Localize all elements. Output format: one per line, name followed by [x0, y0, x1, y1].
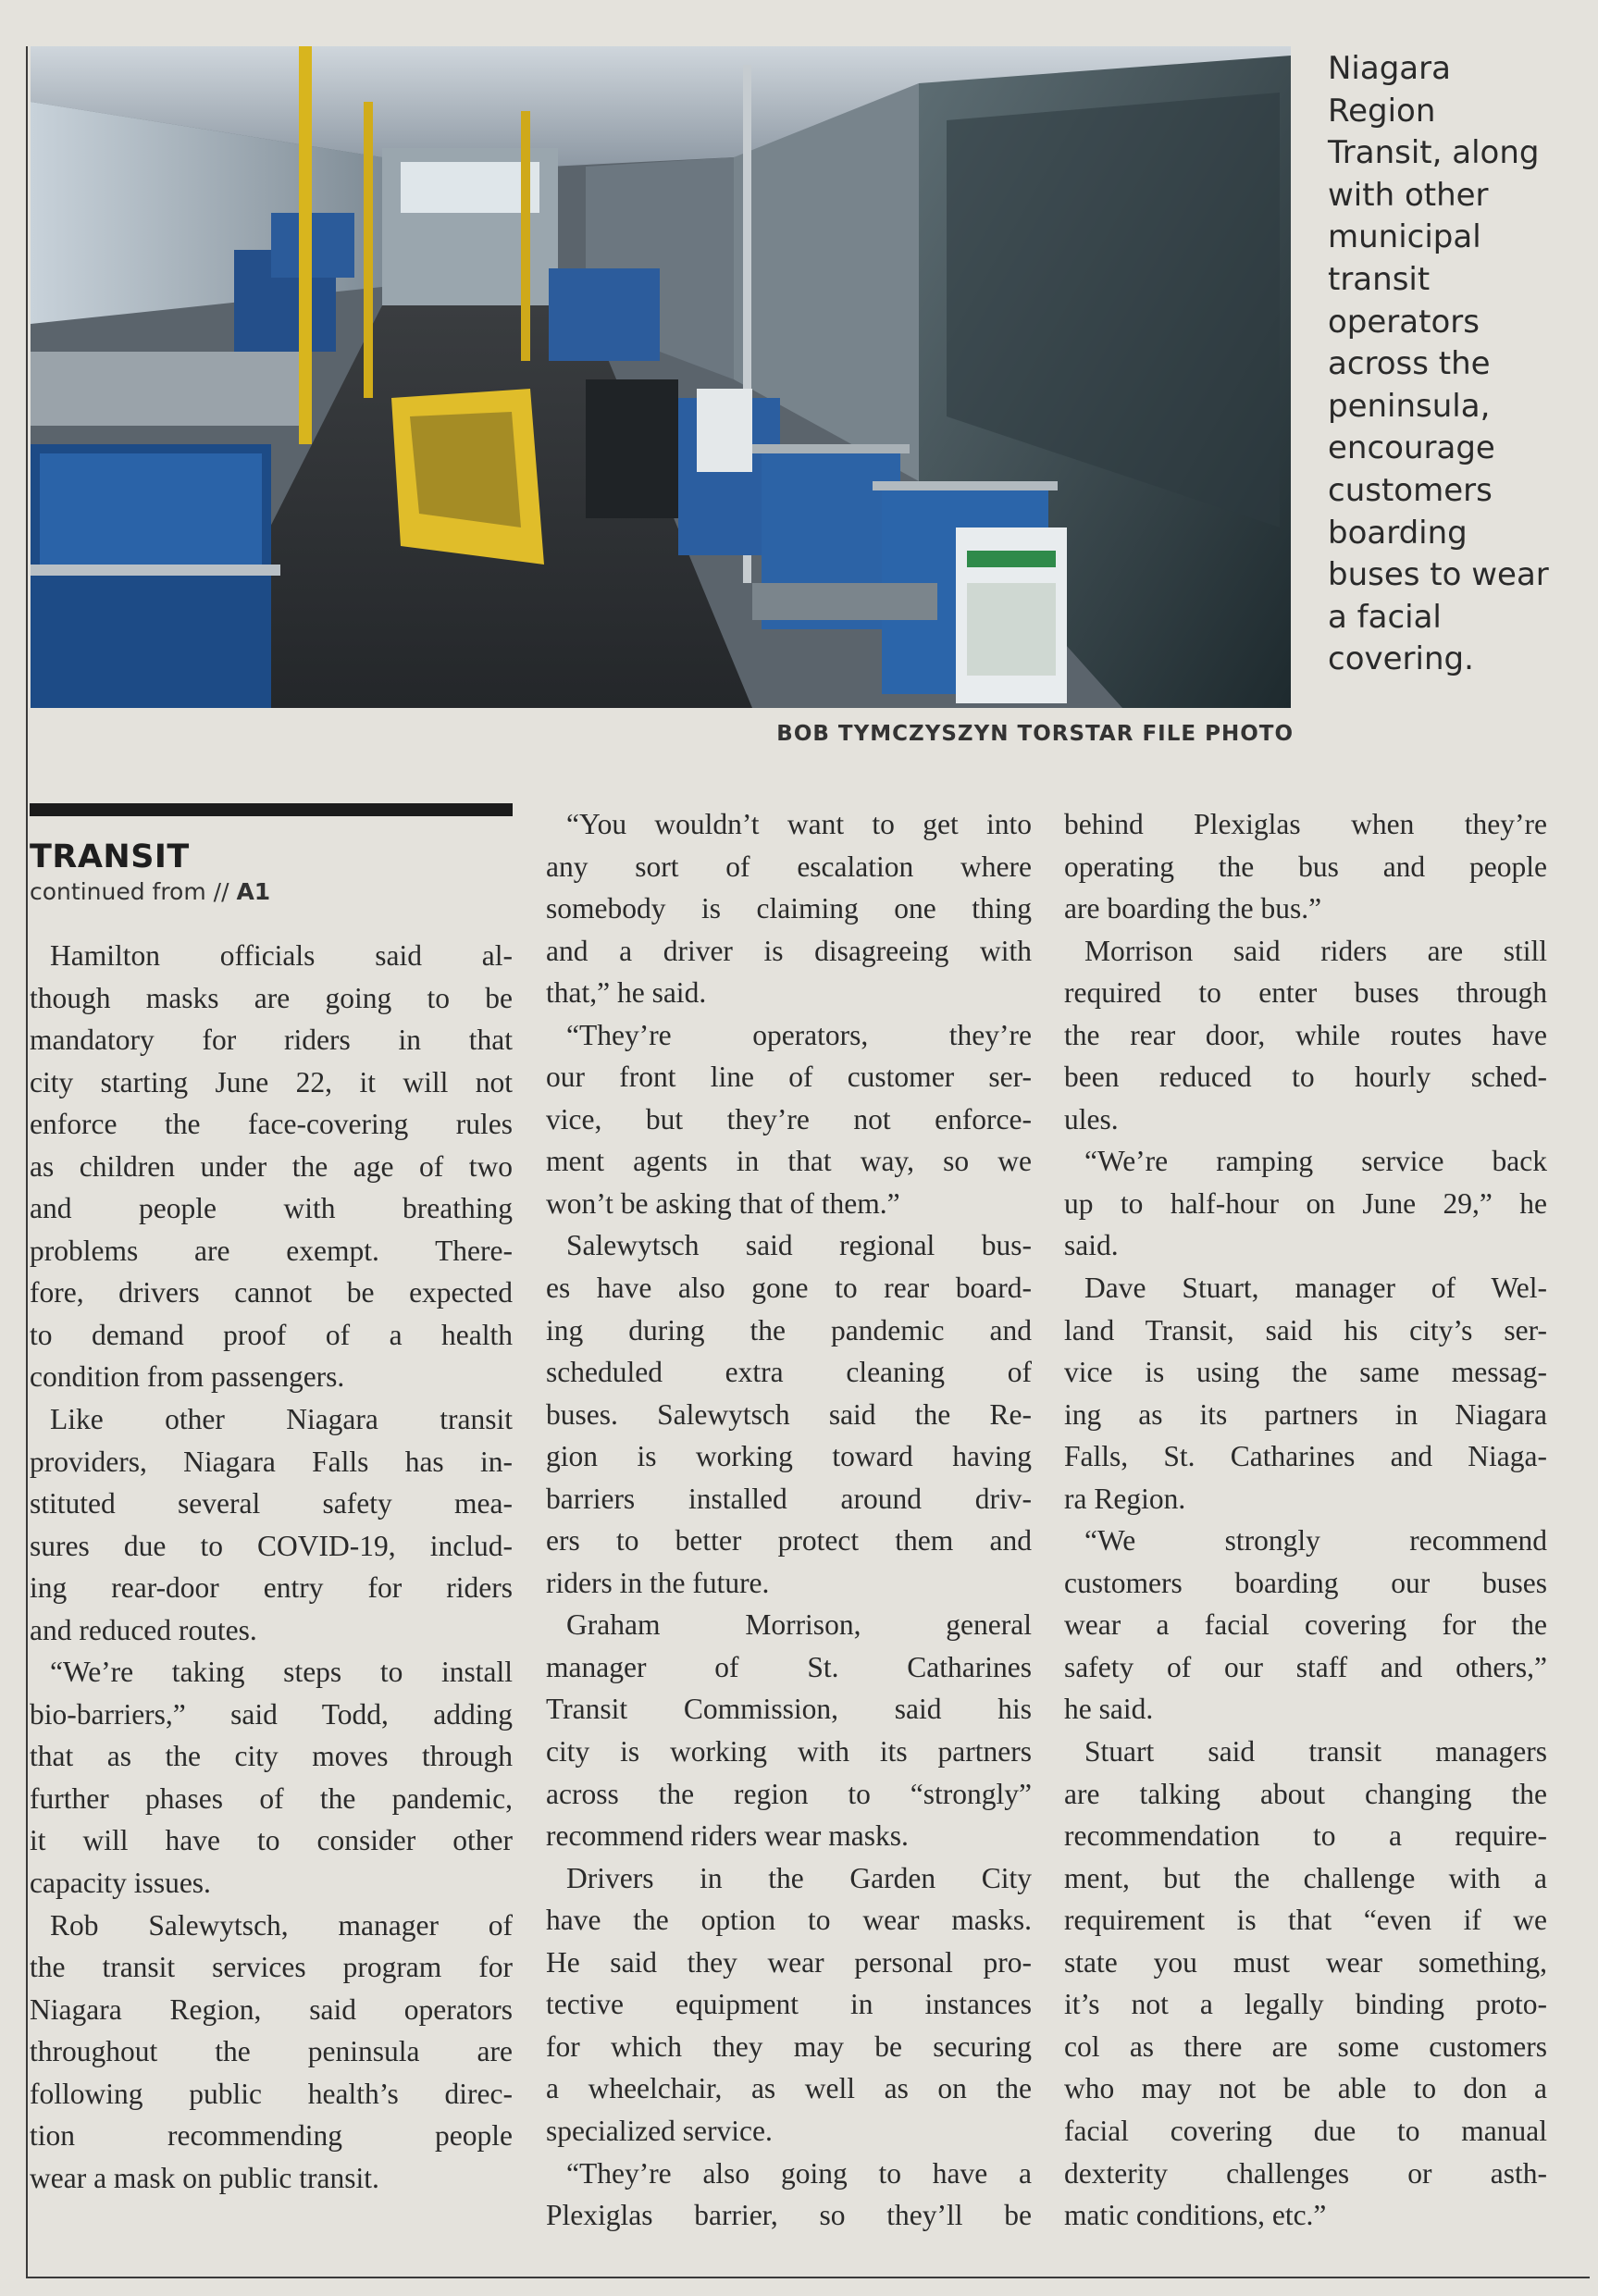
text-line: any sort of escalation where [546, 850, 1032, 883]
caption-line: operators [1328, 303, 1480, 341]
text-line: Niagara Region, said operators [30, 1992, 513, 2026]
continued-label: continued from // [30, 878, 237, 905]
text-line: fore, drivers cannot be expected [30, 1276, 513, 1309]
continued-page-link[interactable]: A1 [236, 878, 271, 905]
caption-line: with other [1328, 176, 1489, 214]
text-line: are boarding the bus.” [1064, 892, 1322, 925]
text-line: safety of our staff and others,” [1064, 1650, 1547, 1683]
text-line: the rear door, while routes have [1064, 1018, 1547, 1051]
text-line: Salewytsch said regional bus- [566, 1229, 1032, 1262]
text-line: Dave Stuart, manager of Wel- [1084, 1272, 1547, 1305]
caption-line: peninsula, [1328, 387, 1491, 425]
text-line: He said they wear personal pro- [546, 1945, 1032, 1979]
text-line: condition from passengers. [30, 1360, 345, 1394]
text-line: problems are exempt. There- [30, 1234, 513, 1267]
section-bar [30, 803, 513, 816]
text-line: said. [1064, 1229, 1119, 1262]
text-line: vice, but they’re not enforce- [546, 1102, 1032, 1136]
text-line: our front line of customer ser- [546, 1061, 1032, 1094]
text-line: a wheelchair, as well as on the [546, 2072, 1032, 2105]
article-column-1 [30, 803, 513, 2199]
paragraph [546, 2153, 1032, 2237]
caption-line: boarding [1328, 514, 1468, 552]
text-line: who may not be able to don a [1064, 2072, 1547, 2105]
text-line: state you must wear something, [1064, 1945, 1547, 1979]
text-line: Morrison said riders are still [1084, 934, 1547, 967]
text-line: “We’re ramping service back [1084, 1145, 1547, 1178]
text-line: behind Plexiglas when they’re [1064, 808, 1547, 840]
paragraph [1064, 803, 1547, 930]
text-line: gion is working toward having [546, 1440, 1032, 1473]
text-line: bio-barriers,” said Todd, adding [30, 1697, 513, 1731]
text-line: matic conditions, etc.” [1064, 2199, 1327, 2232]
text-line: that,” he said. [546, 976, 707, 1010]
text-line: the transit services program for [30, 1951, 513, 1984]
text-line: somebody is claiming one thing [546, 892, 1032, 925]
text-line: specialized service. [546, 2114, 773, 2147]
article-column-3 [1064, 803, 1547, 2237]
text-line: manager of St. Catharines [546, 1650, 1032, 1683]
text-line: “We’re taking steps to install [50, 1656, 513, 1689]
column-rule [26, 46, 28, 2277]
paragraph [30, 1398, 513, 1651]
text-line: that as the city moves through [30, 1740, 513, 1773]
text-line: been reduced to hourly sched- [1064, 1061, 1547, 1094]
continued-from-line [30, 875, 513, 909]
text-line: “They’re also going to have a [566, 2156, 1032, 2190]
text-line: it’s not a legally binding proto- [1064, 1988, 1547, 2021]
text-line: he said. [1064, 1693, 1154, 1726]
column-2-body [546, 803, 1032, 2237]
text-line: facial covering due to manual [1064, 2114, 1547, 2147]
text-line: ules. [1064, 1102, 1119, 1136]
text-line: Stuart said transit managers [1084, 1735, 1547, 1769]
text-line: ment agents in that way, so we [546, 1145, 1032, 1178]
section-kicker: TRANSIT [30, 838, 190, 875]
text-line: throughout the peninsula are [30, 2035, 513, 2068]
text-line: and a driver is disagreeing with [546, 934, 1032, 967]
text-line: for which they may be securing [546, 2029, 1032, 2063]
caption-line: customers [1328, 471, 1493, 509]
text-line: land Transit, said his city’s ser- [1064, 1313, 1547, 1347]
text-line: sures due to COVID-19, includ- [30, 1529, 513, 1562]
text-line: “You wouldn’t want to get into [566, 808, 1032, 840]
text-line: to demand proof of a health [30, 1318, 513, 1351]
text-line: and reduced routes. [30, 1613, 257, 1646]
text-line: “We strongly recommend [1084, 1524, 1547, 1558]
text-line: recommendation to a require- [1064, 1819, 1547, 1853]
text-line: following public health’s direc- [30, 2077, 513, 2110]
text-line: “They’re operators, they’re [566, 1018, 1032, 1051]
paragraph [1064, 930, 1547, 1141]
text-line: won’t be asking that of them.” [546, 1186, 900, 1220]
paragraph [30, 935, 513, 1398]
text-line: across the region to “strongly” [546, 1777, 1032, 1810]
paragraph [1064, 1267, 1547, 1520]
text-line: mandatory for riders in that [30, 1024, 513, 1057]
text-line: ing rear-door entry for riders [30, 1571, 513, 1605]
text-line: scheduled extra cleaning of [546, 1356, 1032, 1389]
text-line: tion recommending people [30, 2119, 513, 2153]
photo-caption [1328, 48, 1587, 681]
text-line: city is working with its partners [546, 1735, 1032, 1769]
text-line: required to enter buses through [1064, 976, 1547, 1010]
caption-line: encourage [1328, 429, 1495, 467]
paragraph [30, 1905, 513, 2200]
text-line: and people with breathing [30, 1192, 513, 1225]
paragraph [546, 1224, 1032, 1604]
text-line: Hamilton officials said al- [50, 939, 513, 972]
text-line: enforce the face-covering rules [30, 1108, 513, 1141]
text-line: Drivers in the Garden City [566, 1861, 1032, 1894]
text-line: es have also gone to rear board- [546, 1272, 1032, 1305]
text-line: ing as its partners in Niagara [1064, 1397, 1547, 1431]
paragraph [546, 803, 1032, 1014]
text-line: operating the bus and people [1064, 850, 1547, 883]
paragraph [546, 1604, 1032, 1856]
text-line: it will have to consider other [30, 1824, 513, 1857]
caption-line: a facial [1328, 598, 1442, 636]
caption-line: buses to wear [1328, 556, 1549, 594]
text-line: Plexiglas barrier, so they’ll be [546, 2199, 1032, 2232]
text-line: up to half-hour on June 29,” he [1064, 1186, 1547, 1220]
column-1-body [30, 935, 513, 2199]
text-line: customers boarding our buses [1064, 1566, 1547, 1599]
text-line: vice is using the same messag- [1064, 1356, 1547, 1389]
text-line: barriers installed around driv- [546, 1482, 1032, 1515]
text-line: further phases of the pandemic, [30, 1781, 513, 1815]
text-line: dexterity challenges or asth- [1064, 2156, 1547, 2190]
text-line: as children under the age of two [30, 1149, 513, 1183]
paragraph [1064, 1520, 1547, 1731]
text-line: though masks are going to be [30, 981, 513, 1014]
text-line: Graham Morrison, general [566, 1608, 1032, 1642]
text-line: Falls, St. Catharines and Niaga- [1064, 1440, 1547, 1473]
photo-credit: BOB TYMCZYSZYN TORSTAR FILE PHOTO [776, 722, 1294, 746]
caption-line: across the [1328, 345, 1491, 383]
caption-line: Transit, along [1328, 134, 1540, 172]
text-line: ment, but the challenge with a [1064, 1861, 1547, 1894]
paragraph [1064, 1731, 1547, 2237]
caption-line: transit [1328, 260, 1431, 298]
text-line: buses. Salewytsch said the Re- [546, 1397, 1032, 1431]
caption-line: Region [1328, 92, 1436, 130]
text-line: Like other Niagara transit [50, 1403, 513, 1436]
text-line: ing during the pandemic and [546, 1313, 1032, 1347]
text-line: Transit Commission, said his [546, 1693, 1032, 1726]
text-line: city starting June 22, it will not [30, 1065, 513, 1098]
bottom-rule [26, 2277, 1590, 2278]
text-line: ra Region. [1064, 1482, 1186, 1515]
text-line: stituted several safety mea- [30, 1487, 513, 1520]
caption-line: municipal [1328, 218, 1481, 256]
text-line: recommend riders wear masks. [546, 1819, 909, 1853]
text-line: have the option to wear masks. [546, 1904, 1032, 1937]
text-line: requirement is that “even if we [1064, 1904, 1547, 1937]
paragraph [546, 1857, 1032, 2153]
text-line: col as there are some customers [1064, 2029, 1547, 2063]
text-line: providers, Niagara Falls has in- [30, 1445, 513, 1478]
text-line: Rob Salewytsch, manager of [50, 1908, 513, 1942]
paragraph [546, 1014, 1032, 1225]
text-line: tective equipment in instances [546, 1988, 1032, 2021]
text-line: wear a mask on public transit. [30, 2161, 379, 2194]
text-line: wear a facial covering for the [1064, 1608, 1547, 1642]
caption-line: Niagara [1328, 50, 1451, 87]
paragraph [30, 1651, 513, 1904]
text-line: are talking about changing the [1064, 1777, 1547, 1810]
text-line: riders in the future. [546, 1566, 770, 1599]
column-3-body [1064, 803, 1547, 2237]
bus-interior-photo [31, 46, 1291, 708]
article-column-2 [546, 803, 1032, 2237]
caption-line: covering. [1328, 640, 1474, 678]
text-line: ers to better protect them and [546, 1524, 1032, 1558]
paragraph [1064, 1140, 1547, 1267]
text-line: capacity issues. [30, 1867, 211, 1900]
